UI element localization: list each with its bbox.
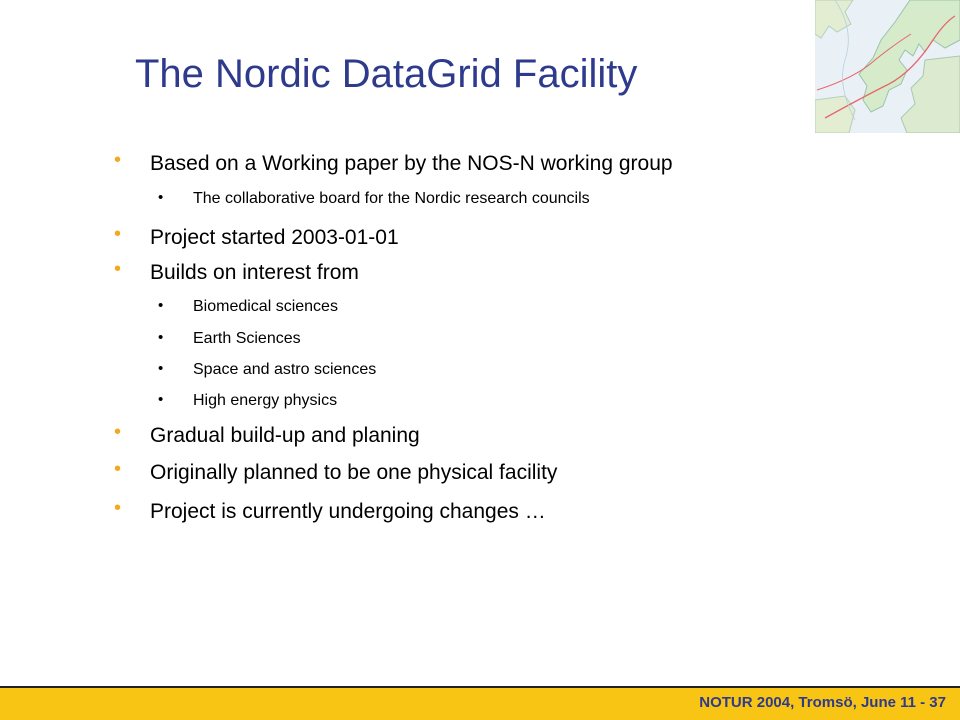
bullet-text: High energy physics <box>193 392 338 409</box>
bullet-item <box>114 497 546 524</box>
bullet-text: Gradual build-up and planing <box>150 424 420 447</box>
bullet-dot-icon: • <box>114 258 122 280</box>
footer-bar <box>0 686 960 720</box>
bullet-dot-icon: • <box>158 391 164 408</box>
sub-bullet-item <box>158 391 338 410</box>
bullet-dot-icon: • <box>158 189 164 206</box>
bullet-item <box>114 258 359 285</box>
nordic-map-icon <box>815 0 960 133</box>
sub-bullet-item <box>158 189 590 208</box>
bullet-dot-icon: • <box>158 360 164 377</box>
bullet-text: Based on a Working paper by the NOS-N working group <box>150 152 673 175</box>
bullet-item <box>114 223 399 250</box>
bullet-text: Project is currently undergoing changes … <box>150 500 546 523</box>
bullet-text: Project started 2003-01-01 <box>150 226 399 249</box>
bullet-text: Builds on interest from <box>150 261 359 284</box>
bullet-dot-icon: • <box>114 149 122 171</box>
bullet-text: Biomedical sciences <box>193 298 338 315</box>
bullet-text: Space and astro sciences <box>193 361 377 378</box>
sub-bullet-item <box>158 360 377 379</box>
bullet-dot-icon: • <box>114 223 122 245</box>
bullet-dot-icon: • <box>158 329 164 346</box>
bullet-dot-icon: • <box>114 458 122 480</box>
bullet-item <box>114 149 673 176</box>
sub-bullet-item <box>158 329 301 348</box>
sub-bullet-item <box>158 297 338 316</box>
bullet-text: Originally planned to be one physical facility <box>150 461 558 484</box>
bullet-text: The collaborative board for the Nordic research councils <box>193 190 590 207</box>
bullet-text: Earth Sciences <box>193 330 301 347</box>
bullet-item <box>114 421 420 448</box>
bullet-dot-icon: • <box>114 497 122 519</box>
slide-title: The Nordic DataGrid Facility <box>135 52 638 96</box>
footer-text: NOTUR 2004, Tromsö, June 11 - 37 <box>699 694 946 711</box>
bullet-dot-icon: • <box>114 421 122 443</box>
bullet-item <box>114 458 558 485</box>
bullet-dot-icon: • <box>158 297 164 314</box>
